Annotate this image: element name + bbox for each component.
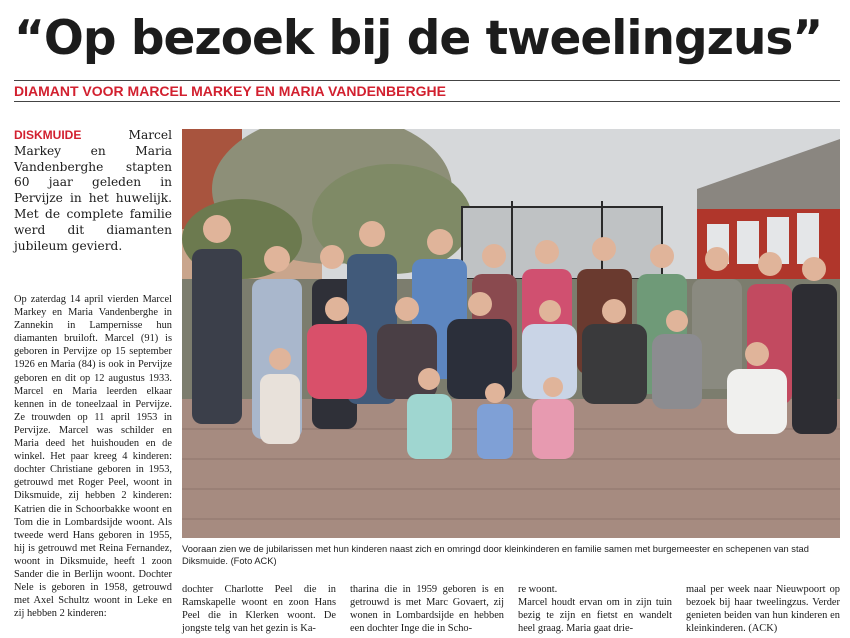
text-column-3: re woont. Marcel houdt ervan om in zijn tuin bezig te zijn en fietst en wandelt heel graag. Maria gaat drie- <box>518 584 672 635</box>
dateline-kicker: DISKMUIDE <box>14 128 82 142</box>
subhead: DIAMANT VOOR MARCEL MARKEY EN MARIA VANDENBERGHE <box>14 83 446 99</box>
text-column-1: dochter Charlotte Peel die in Ramskapelle woont en zoon Hans Peel die in Klerken woont. De jongste telg van het gezin is Ka- <box>182 584 336 635</box>
body-column: Op zaterdag 14 april vierden Marcel Markey en Maria Vandenberghe in Zannekin in Lampernisse hun diamanten bruiloft. Marcel (91) is geboren in Pervijze op 15 september 1926 en Maria (84) is ook in Pervijze geboren en dit op 12 augustus 1933. Marcel en Maria leerden elkaar kennen in de toneelzaal in Pervijze. Ze trouwden op 11 april 1953 in Pervijze. Marcel was schilder en Maria deed het huishouden en de winkel. Het paar kreeg 4 kinderen: dochter Christiane geboren in 1953, getrouwd met Roger Peel, woont in Diksmuide, zij hebben 2 kinderen: Katrien die in Schoorbakke woont en Tom die in Lombardsijde woont. Als tweede werd Hans geboren in 1955, hij is getrouwd met Reina Fernandez, woont in Diksmuide, heeft 1 zoon Sander die in Berlijn woont. Dochter Nele is geboren in 1958, getrouwd met Axel Schultz woont in Leke en zij hebben 2 kinderen: <box>14 294 172 620</box>
photo-caption: Vooraan zien we de jubilarissen met hun kinderen naast zich en omringd door kleinkinderen en familie samen met burgemeester en schepenen van stad Diksmuide. (Foto ACK) <box>182 544 809 566</box>
text-column-2: tharina die in 1959 geboren is en getrouwd is met Marc Govaert, zij wonen in Lombardsijde en hebben een dochter Inge die in Scho- <box>350 584 504 635</box>
intro-text: Marcel Markey en Maria Vandenberghe stapten 60 jaar geleden in Pervijze in het huwelijk. Met de complete familie werd dit diamanten jubileum gevierd. <box>14 128 172 253</box>
headline-rule <box>14 80 840 81</box>
family-photo <box>182 129 840 538</box>
text-column-4: maal per week naar Nieuwpoort op bezoek bij haar tweelingzus. Verder genieten beiden van hun kinderen en kleinkinderen. (ACK) <box>686 584 840 635</box>
subhead-rule <box>14 101 840 102</box>
headline: “Op bezoek bij de tweelingzus” <box>14 11 823 66</box>
intro-paragraph <box>14 128 172 254</box>
